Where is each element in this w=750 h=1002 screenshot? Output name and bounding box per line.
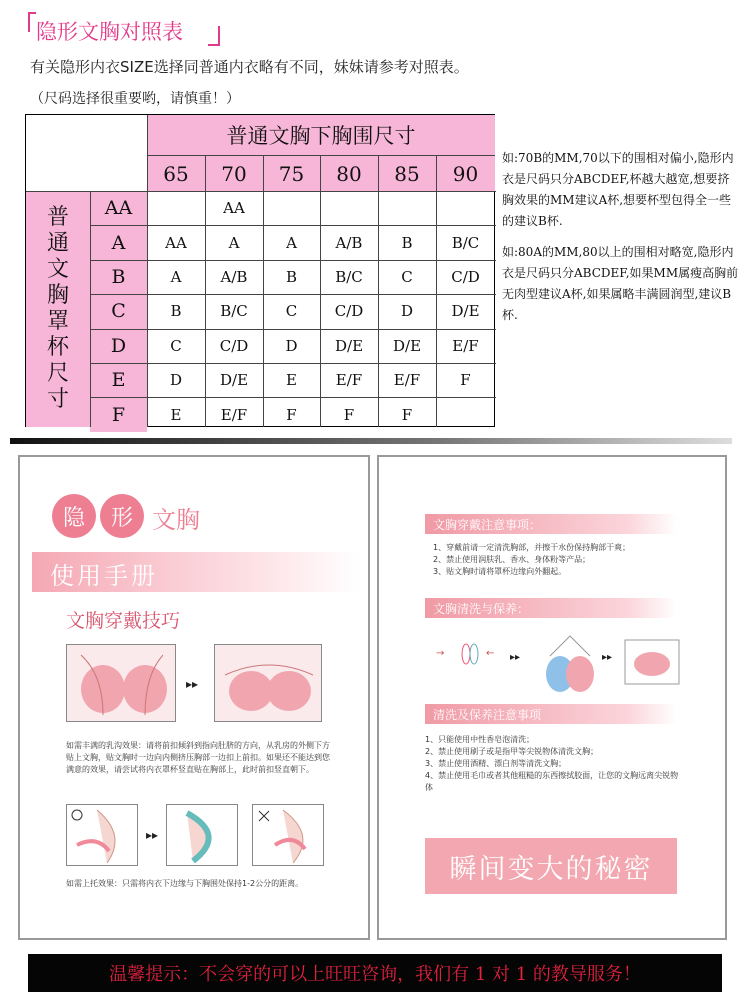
grid-line xyxy=(147,156,148,427)
size-cell: A xyxy=(286,233,297,252)
size-cell: D/E xyxy=(392,336,422,355)
bra-illustration-after xyxy=(214,644,322,722)
size-cell: F xyxy=(460,371,471,390)
size-cell: E/F xyxy=(335,371,363,390)
wearing-notes-list xyxy=(433,542,683,578)
size-cell: D xyxy=(285,336,298,355)
washing-header: 文胸清洗与保养： xyxy=(425,598,677,618)
size-cell: B/C xyxy=(220,302,248,321)
logo-text: 文胸 xyxy=(152,506,200,534)
size-cell xyxy=(147,191,205,225)
side-title-char: 罩 xyxy=(46,309,69,334)
svg-text:▸▸: ▸▸ xyxy=(602,652,613,663)
side-title-char: 杯 xyxy=(46,335,69,360)
size-cell: C xyxy=(170,336,182,355)
list-item: 1、穿戴前请一定清洗胸部，并擦干水份保持胸部干爽； xyxy=(433,543,631,552)
grid-line xyxy=(263,156,264,427)
cup-label: D xyxy=(90,329,147,363)
size-cell: A/B xyxy=(335,233,363,252)
title-frame-corner xyxy=(208,26,220,46)
grid-line xyxy=(26,191,496,192)
washing-steps-icon xyxy=(430,626,690,696)
arrow-icon: ▸▸ xyxy=(186,677,199,691)
list-item: 2、禁止使用润肤乳、香水、身体粉等产品； xyxy=(433,555,591,564)
intro-text: 有关隐形内衣SIZE选择同普通内衣略有不同，妹妹请参考对照表。 xyxy=(30,58,469,76)
size-cell xyxy=(436,397,495,431)
column-header: 75 xyxy=(263,156,320,191)
lift-ok-icon xyxy=(67,805,139,867)
column-header: 85 xyxy=(378,156,436,191)
arrow-icon: ▸▸ xyxy=(146,828,159,842)
cup-label: B xyxy=(90,260,147,294)
grid-line xyxy=(320,156,321,427)
advice-70b: 如:70B的MM,70以下的围相对偏小,隐形内衣是尺码只分ABCDEF,杯越大越宽,想要挤胸效果的MM建议A杯,想要杯型包得全一些的建议B杯. xyxy=(502,151,734,228)
column-header: 80 xyxy=(320,156,378,191)
bra-before-icon xyxy=(67,645,177,723)
svg-text:←: ← xyxy=(486,648,495,659)
size-cell: E/F xyxy=(452,336,479,355)
side-title-char: 尺 xyxy=(46,361,69,386)
grid-line xyxy=(436,156,437,427)
grid-line xyxy=(378,156,379,427)
size-cell: A/B xyxy=(220,267,248,286)
svg-text:▸▸: ▸▸ xyxy=(510,652,521,663)
lift-illustration-3 xyxy=(252,804,324,866)
size-cell: F xyxy=(286,405,297,424)
list-item: 3、贴文胸时请将罩杯边缘向外翻起。 xyxy=(433,567,567,576)
section-divider xyxy=(10,438,732,444)
size-cell: C xyxy=(285,302,298,321)
size-cell: F xyxy=(401,405,413,424)
tips-title: 文胸穿戴技巧 xyxy=(66,610,181,632)
care-notes-header: 清洗及保养注意事项 xyxy=(425,704,677,724)
page-title: 隐形文胸对照表 xyxy=(36,20,183,44)
side-title-char: 文 xyxy=(46,257,69,282)
list-item: 3、禁止使用酒精、漂白剂等清洗文胸； xyxy=(425,759,567,768)
size-cell: D/E xyxy=(219,371,249,390)
table-header-title: 普通文胸下胸围尺寸 xyxy=(147,115,495,156)
size-cell: D xyxy=(169,371,183,390)
size-cell: E/F xyxy=(220,405,248,424)
footer-tip: 温馨提示：不会穿的可以上旺旺咨询，我们有 1 对 1 的教导服务！ xyxy=(28,954,722,992)
size-cell: B/C xyxy=(451,233,480,252)
size-cell xyxy=(263,191,320,225)
grid-line xyxy=(147,115,148,156)
size-cell xyxy=(378,191,436,225)
size-cell: C xyxy=(401,267,413,286)
size-advice xyxy=(502,148,740,336)
size-cell: B xyxy=(401,233,413,252)
size-cell: D/E xyxy=(334,336,364,355)
size-cell: F xyxy=(343,405,355,424)
side-title xyxy=(26,191,90,427)
grid-line xyxy=(90,191,91,427)
wearing-notes-header: 文胸穿戴注意事项： xyxy=(425,514,677,534)
size-cell: B xyxy=(170,302,182,321)
size-cell: B/C xyxy=(335,267,363,286)
column-header: 70 xyxy=(205,156,263,191)
cup-label: C xyxy=(90,294,147,328)
size-cell: AA xyxy=(165,233,187,252)
side-title-char: 普 xyxy=(46,205,69,230)
size-cell xyxy=(320,191,378,225)
lift-wrong-icon xyxy=(253,805,325,867)
logo-circle: 形 xyxy=(100,494,144,538)
bra-after-icon xyxy=(215,645,323,723)
size-cell: A xyxy=(170,267,182,286)
secret-banner: 瞬间变大的秘密 xyxy=(425,838,677,894)
size-cell: AA xyxy=(223,199,245,218)
cup-label: AA xyxy=(90,191,147,225)
column-header: 90 xyxy=(436,156,495,191)
side-title-char: 胸 xyxy=(46,283,69,308)
washing-illustrations xyxy=(430,626,690,696)
size-cell: A xyxy=(228,233,240,252)
manual-banner-text: 使用手册 xyxy=(50,562,158,590)
size-note: （尺码选择很重要哟，请慎重！） xyxy=(30,91,240,107)
size-cell: B xyxy=(285,267,298,286)
size-cell: E/F xyxy=(393,371,421,390)
size-cell xyxy=(436,191,495,225)
tip-cleavage-text: 如需丰满的乳沟效果：请将前扣倾斜到指向肚脐的方向，从乳房的外侧下方贴上文胸，贴文胸时一边向内侧挤压胸部一边扣上前扣。如果还不能达到您满意的效果，请尝试将内衣罩杯竖直贴在胸部上，此时前扣竖直朝下。 xyxy=(66,741,330,774)
advice-80a: 如:80A的MM,80以上的围相对略宽,隐形内衣是尺码只分ABCDEF,如果MM属瘦高胸前无肉型建议A杯,如果属略丰满圆润型,建议B杯. xyxy=(502,245,739,322)
grid-line xyxy=(205,156,206,427)
list-item: 2、禁止使用刷子或是指甲等尖锐物体清洗文胸； xyxy=(425,747,599,756)
list-item: 4、禁止使用毛巾或者其他粗糙的东西擦拭胶面，让您的文胸远离尖锐物体 xyxy=(425,771,679,792)
logo-circle: 隐 xyxy=(52,494,96,538)
lift-result-icon xyxy=(167,805,239,867)
cup-label: E xyxy=(90,363,147,397)
size-cell: D xyxy=(400,302,414,321)
cup-label: A xyxy=(90,225,147,259)
size-cell: E xyxy=(286,371,297,390)
svg-text:→: → xyxy=(436,648,445,659)
size-cell: D/E xyxy=(451,302,480,321)
column-header: 65 xyxy=(147,156,205,191)
bra-illustration-before xyxy=(66,644,176,722)
size-cell: E xyxy=(170,405,182,424)
size-chart-table xyxy=(25,114,495,427)
lift-illustration-2 xyxy=(166,804,238,866)
care-notes-list xyxy=(425,734,685,794)
size-cell: C/D xyxy=(451,267,480,286)
side-title-char: 通 xyxy=(46,231,69,256)
list-item: 1、只能使用中性香皂泡清洗； xyxy=(425,735,535,744)
side-title-char: 寸 xyxy=(46,387,69,412)
size-cell: C/D xyxy=(334,302,364,321)
title-frame-corner xyxy=(28,12,36,32)
lift-illustration-1 xyxy=(66,804,138,866)
tip-lift-text: 如需上托效果：只需将内衣下边缘与下胸围处保持1-2公分的距离。 xyxy=(66,879,304,888)
size-cell: C/D xyxy=(219,336,249,355)
cup-label: F xyxy=(90,397,147,431)
